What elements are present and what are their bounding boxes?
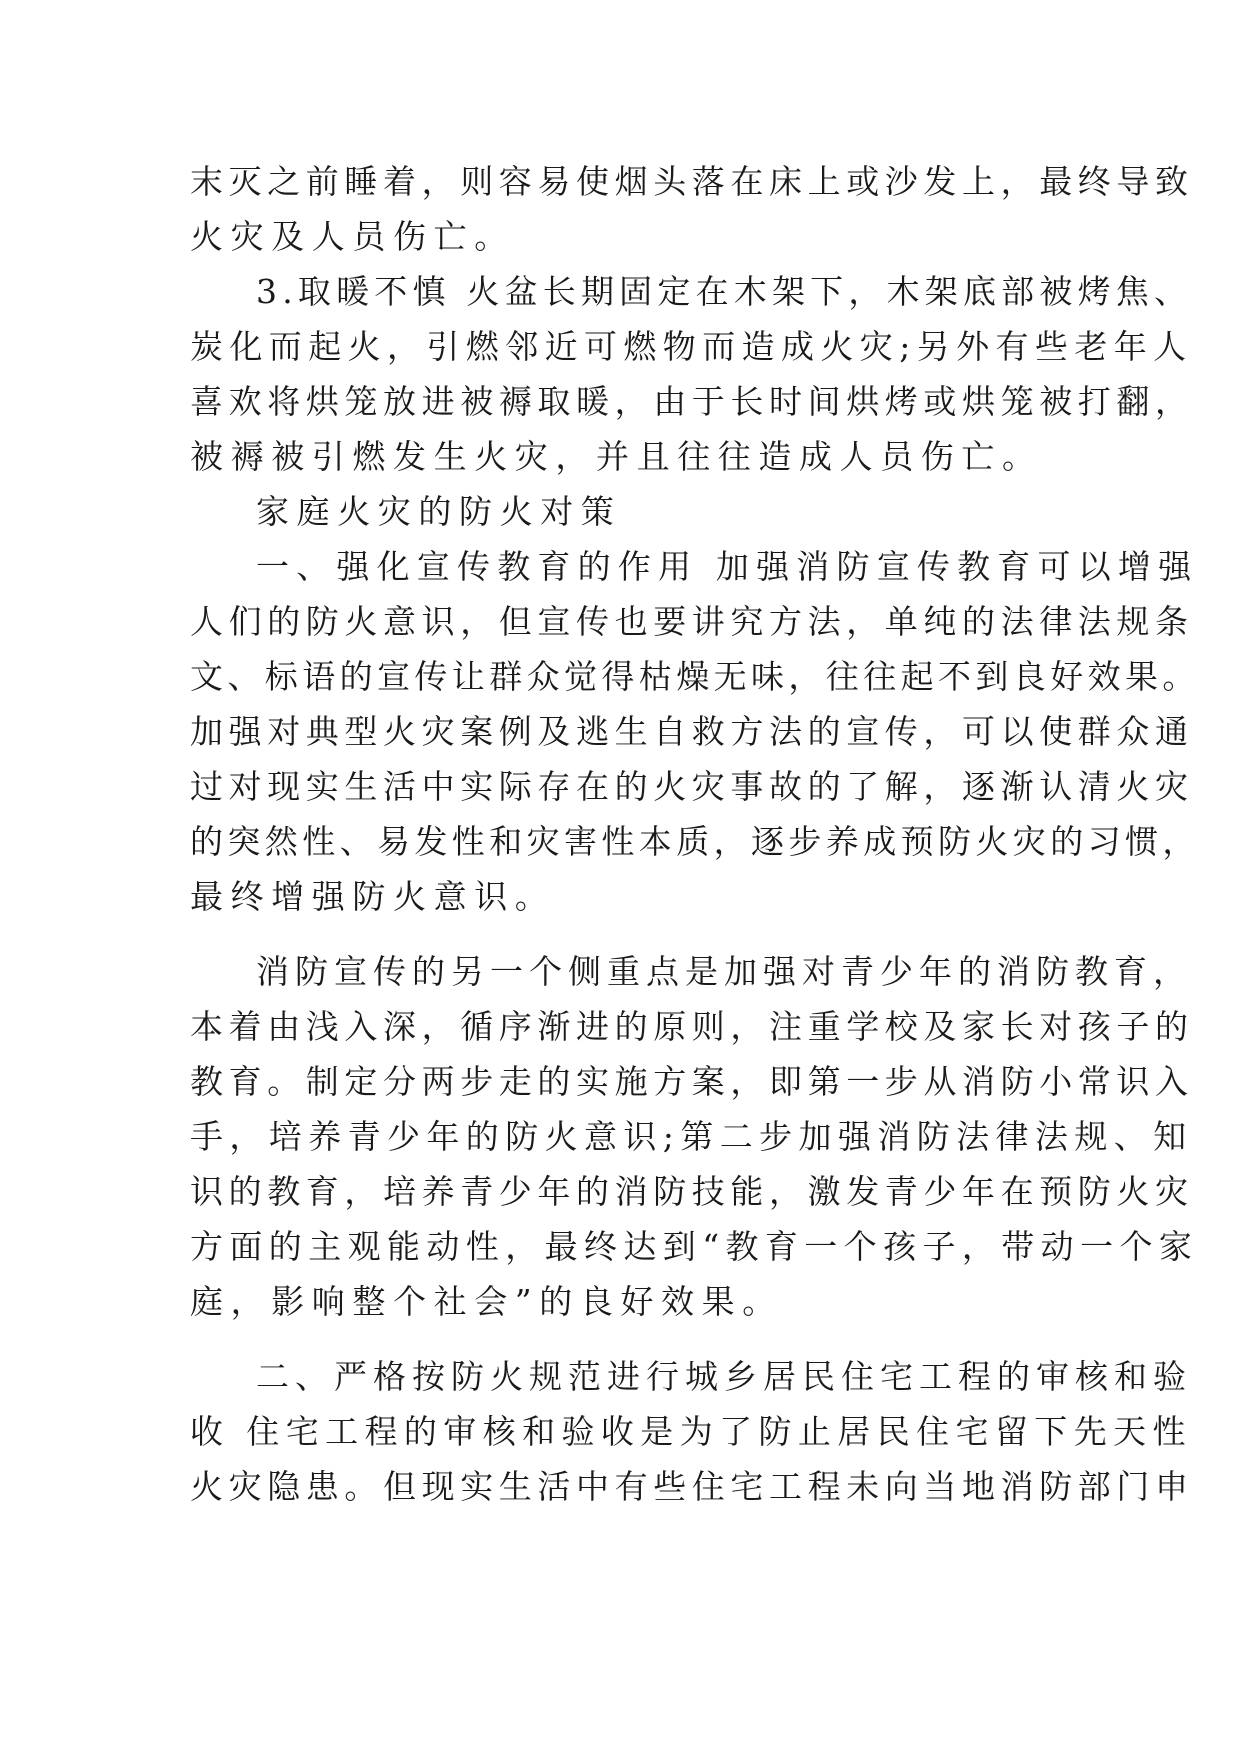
text-line: 文、标语的宣传让群众觉得枯燥无味，往往起不到良好效果。 [190,657,1200,696]
text-line: 本着由浅入深，循序渐进的原则，注重学校及家长对孩子的 [190,1007,1194,1046]
text-line: 末灭之前睡着，则容易使烟头落在床上或沙发上，最终导致 [190,162,1194,201]
text-line: 加强对典型火灾案例及逃生自救方法的宣传，可以使群众通 [190,712,1194,751]
paragraph-start-line: 二、严格按防火规范进行城乡居民住宅工程的审核和验 [256,1357,1192,1396]
text-line: 收 住宅工程的审核和验收是为了防止居民住宅留下先天性 [190,1412,1192,1451]
section-heading: 家庭火灾的防火对策 [256,492,622,531]
text-line: 过对现实生活中实际存在的火灾事故的了解，逐渐认清火灾 [190,767,1194,806]
text-line: 喜欢将烘笼放进被褥取暖，由于长时间烘烤或烘笼被打翻， [190,382,1194,421]
paragraph-start-line: 一、强化宣传教育的作用 加强消防宣传教育可以增强 [256,547,1199,586]
text-line: 炭化而起火，引燃邻近可燃物而造成火灾;另外有些老年人 [190,327,1193,366]
text-line: 最终增强防火意识。 [190,877,556,916]
paragraph-start-line: 3.取暖不慎 火盆长期固定在木架下，木架底部被烤焦、 [256,272,1193,311]
text-line: 的突然性、易发性和灾害性本质，逐步养成预防火灾的习惯， [190,822,1200,861]
text-line: 教育。制定分两步走的实施方案，即第一步从消防小常识入 [190,1062,1194,1101]
text-line: 识的教育，培养青少年的消防技能，激发青少年在预防火灾 [190,1172,1194,1211]
text-line: 被褥被引燃发生火灾，并且往往造成人员伤亡。 [190,437,1043,476]
paragraph-start-line: 消防宣传的另一个侧重点是加强对青少年的消防教育， [256,952,1192,991]
text-line: 手，培养青少年的防火意识;第二步加强消防法律法规、知 [190,1117,1193,1156]
text-line: 人们的防火意识，但宣传也要讲究方法，单纯的法律法规条 [190,602,1194,641]
text-line: 庭，影响整个社会”的良好效果。 [190,1282,783,1321]
text-line: 火灾隐患。但现实生活中有些住宅工程未向当地消防部门申 [190,1467,1194,1506]
text-line: 火灾及人员伤亡。 [190,217,515,256]
text-line: 方面的主观能动性，最终达到“教育一个孩子，带动一个家 [190,1227,1199,1266]
